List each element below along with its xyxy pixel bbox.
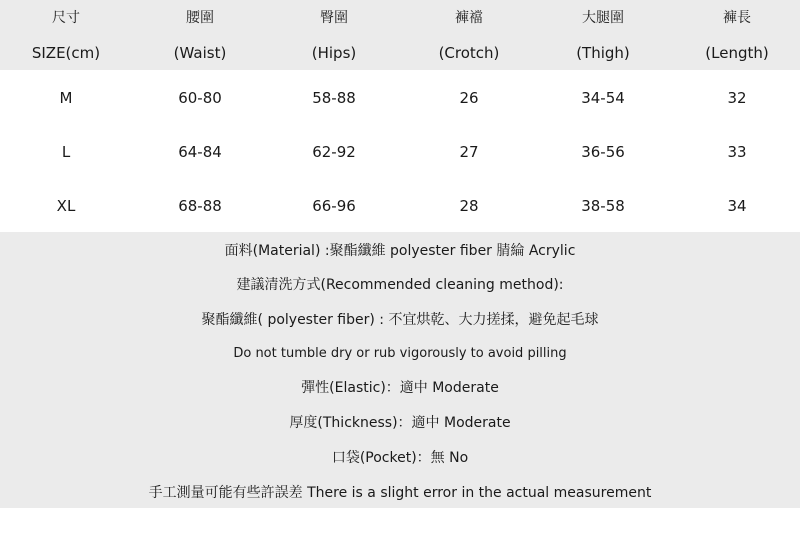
product-notes: [0, 232, 800, 508]
size-table-body: [0, 70, 800, 232]
crotch-cell: 28: [459, 197, 479, 215]
thigh-cell: 38-58: [581, 197, 625, 215]
header-hips-zh: 臀圍: [320, 10, 348, 26]
header-waist-zh: 腰圍: [186, 10, 214, 26]
bottom-margin: [0, 508, 800, 544]
hips-cell: 58-88: [312, 89, 356, 107]
header-thigh-zh: 大腿圍: [582, 10, 624, 26]
cleaning-method-heading: 建議清洗方式(Recommended cleaning method):: [236, 277, 564, 293]
elastic-note: 彈性(Elastic)：適中 Moderate: [301, 380, 499, 396]
thigh-cell: 36-56: [581, 143, 625, 161]
material-note: 面料(Material) :聚酯纖維 polyester fiber 腈綸 Acrylic: [224, 243, 576, 259]
header-hips-en: (Hips): [311, 44, 357, 62]
thickness-note: 厚度(Thickness)：適中 Moderate: [289, 415, 511, 431]
cleaning-note-en: Do not tumble dry or rub vigorously to avoid pilling: [233, 346, 567, 361]
waist-cell: 60-80: [178, 89, 222, 107]
pocket-note: 口袋(Pocket)：無 No: [331, 450, 469, 466]
length-cell: 32: [727, 89, 747, 107]
length-cell: 34: [727, 197, 747, 215]
size-cell: L: [61, 143, 71, 161]
header-length-en: (Length): [705, 44, 769, 62]
waist-cell: 68-88: [178, 197, 222, 215]
header-crotch-en: (Crotch): [438, 44, 500, 62]
header-size-en: SIZE(cm): [31, 44, 101, 62]
header-length-zh: 褲長: [723, 10, 751, 26]
crotch-cell: 27: [459, 143, 479, 161]
header-crotch-zh: 褲襠: [455, 10, 483, 26]
measurement-error-note: 手工測量可能有些許誤差 There is a slight error in the actual measurement: [148, 485, 652, 501]
thigh-cell: 34-54: [581, 89, 625, 107]
crotch-cell: 26: [459, 89, 479, 107]
cleaning-note-zh: 聚酯纖維( polyester fiber) : 不宜烘乾、大力搓揉，避免起毛球: [201, 312, 599, 328]
header-thigh-en: (Thigh): [576, 44, 630, 62]
waist-cell: 64-84: [178, 143, 222, 161]
size-cell: M: [59, 89, 73, 107]
size-cell: XL: [56, 197, 76, 215]
hips-cell: 66-96: [312, 197, 356, 215]
length-cell: 33: [727, 143, 747, 161]
header-size-zh: 尺寸: [52, 10, 80, 26]
hips-cell: 62-92: [312, 143, 356, 161]
table-header: [0, 0, 800, 70]
header-waist-en: (Waist): [173, 44, 227, 62]
